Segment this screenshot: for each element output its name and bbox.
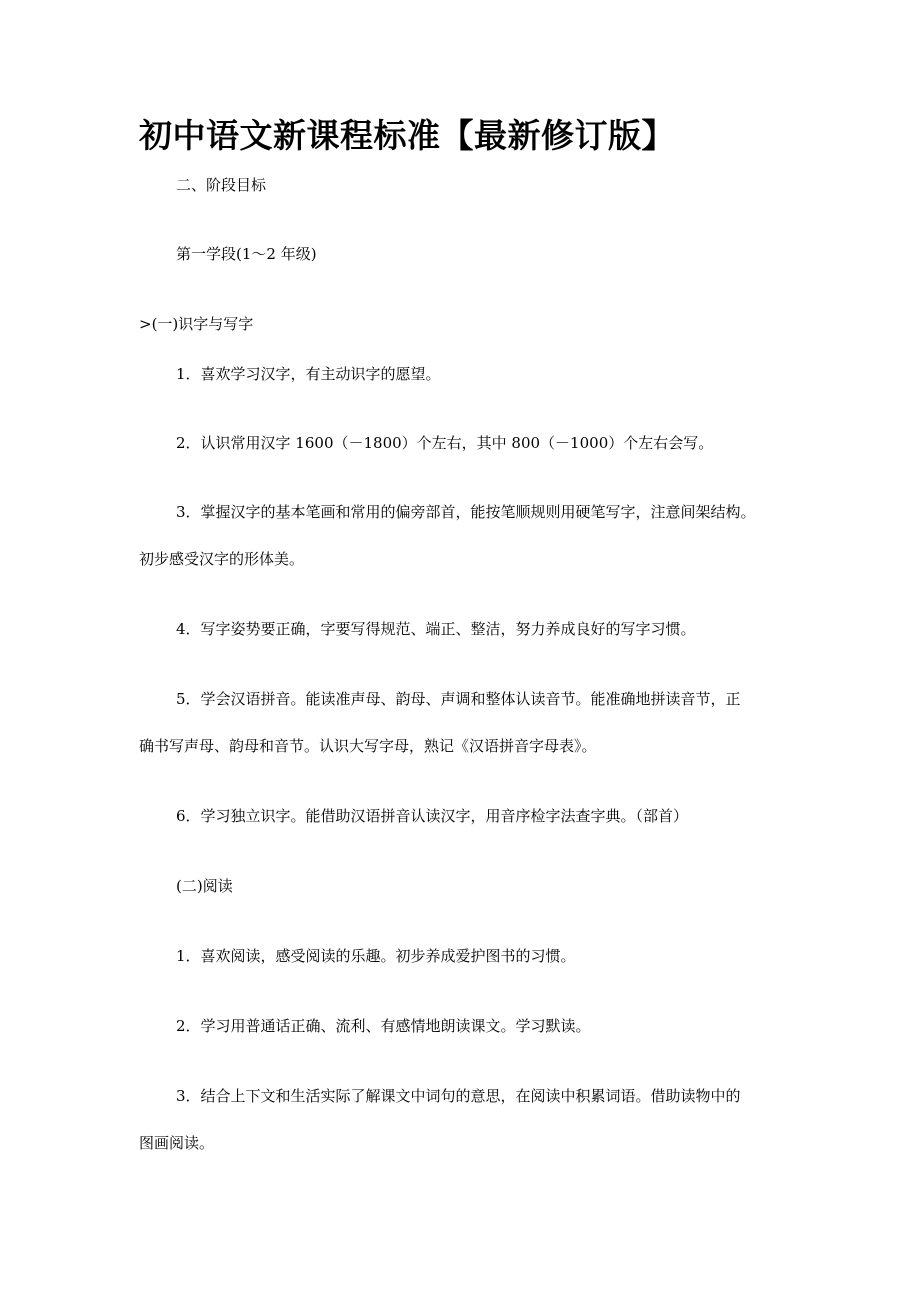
paragraph-reading-2: 2．学习用普通话正确、流利、有感情地朗读课文。学习默读。 xyxy=(176,1017,591,1035)
document-title: 初中语文新课程标准【最新修订版】 xyxy=(139,116,675,155)
paragraph-literacy-6: 6．学习独立识字。能借助汉语拼音认读汉字，用音序检字法查字典。（部首） xyxy=(176,807,689,825)
paragraph-literacy-1: 1．喜欢学习汉字，有主动识字的愿望。 xyxy=(176,365,441,383)
paragraph-reading-3-line-2: 图画阅读。 xyxy=(139,1134,215,1152)
paragraph-reading-3-line-1: 3．结合上下文和生活实际了解课文中词句的意思，在阅读中积累词语。借助读物中的 xyxy=(176,1087,741,1105)
paragraph-reading-1: 1．喜欢阅读，感受阅读的乐趣。初步养成爱护图书的习惯。 xyxy=(176,947,576,965)
section-heading-stage-goals: 二、阶段目标 xyxy=(176,176,267,194)
paragraph-literacy-2: 2．认识常用汉字 1600（－1800）个左右，其中 800（－1000）个左右会写。 xyxy=(176,434,714,452)
subsection-heading-literacy: >(一)识字与写字 xyxy=(139,315,254,333)
paragraph-literacy-3-line-1: 3．掌握汉字的基本笔画和常用的偏旁部首，能按笔顺规则用硬笔写字，注意间架结构。 xyxy=(176,503,756,521)
paragraph-literacy-3-line-2: 初步感受汉字的形体美。 xyxy=(139,550,305,568)
paragraph-literacy-5-line-2: 确书写声母、韵母和音节。认识大写字母，熟记《汉语拼音字母表》。 xyxy=(139,737,597,755)
subsection-heading-reading: (二)阅读 xyxy=(176,877,233,895)
stage-heading-first: 第一学段(1～2 年级) xyxy=(176,245,317,263)
paragraph-literacy-5-line-1: 5．学会汉语拼音。能读准声母、韵母、声调和整体认读音节。能准确地拼读音节，正 xyxy=(176,690,741,708)
paragraph-literacy-4: 4．写字姿势要正确，字要写得规范、端正、整洁，努力养成良好的写字习惯。 xyxy=(176,620,696,638)
